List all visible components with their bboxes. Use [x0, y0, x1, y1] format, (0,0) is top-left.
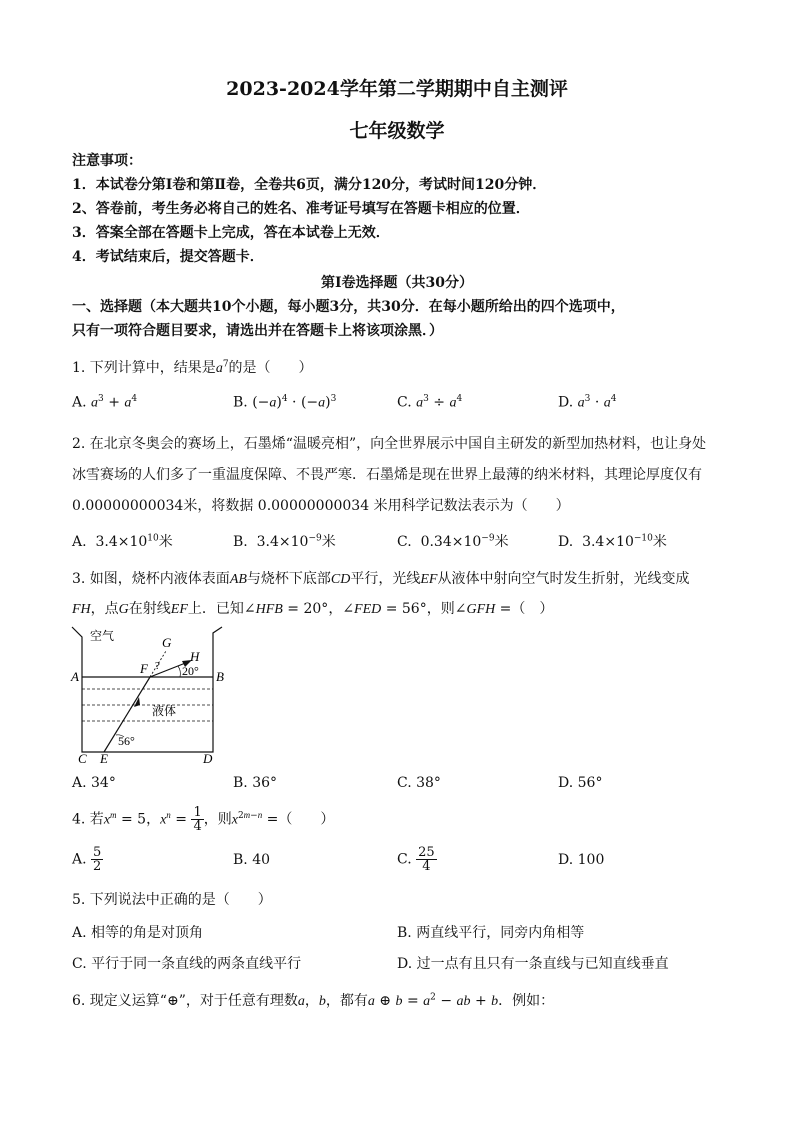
- label-angle-56: 56°: [118, 734, 135, 748]
- section-intro-line2: 只有一项符合题目要求，请选出并在答题卡上将该项涂黑．）: [72, 323, 443, 339]
- question-4-stem: 4. 若$x^m = 5$，$x^n$ = $\frac{1}{4}$ ，则$x^{2m-n}$ =（ ）: [72, 805, 335, 834]
- question-3-line1: 3. 如图，烧杯内液体表面AB与烧杯下底部CD平行，光线EF从液体中射向空气时发生折射，光线变成: [72, 571, 690, 587]
- q5-option-c: C. 平行于同一条直线的两条直线平行: [72, 956, 302, 972]
- label-b: B: [216, 669, 224, 684]
- q2-option-c: C. $0.34\times 10^{-9}$米: [397, 533, 509, 550]
- notice-heading: 注意事项：: [72, 153, 142, 169]
- notice-item: 1．本试卷分第Ⅰ卷和第Ⅱ卷，全卷共6页，满分120分，考试时间120分钟．: [72, 177, 547, 193]
- q5-option-d: D. 过一点有且只有一条直线与已知直线垂直: [397, 956, 669, 972]
- label-c: C: [78, 751, 87, 765]
- q1-option-b: B. $(-a)^4 \cdot (-a)^3$: [233, 394, 337, 411]
- q3-option-b: B. 36°: [233, 775, 278, 791]
- notice-item: 4．考试结束后，提交答题卡．: [72, 249, 264, 265]
- section-intro-line1: 一、选择题（本大题共10个小题，每小题3分，共30分．在每小题所给出的四个选项中，: [72, 299, 625, 315]
- label-e: E: [100, 751, 108, 765]
- notice-item: 2、答卷前，考生务必将自己的姓名、准考证号填写在答题卡相应的位置．: [72, 201, 530, 217]
- angle-arc: [178, 666, 180, 677]
- q3-option-c: C. 38°: [397, 775, 441, 791]
- label-a: A: [71, 669, 79, 684]
- q3-option-a: A. 34°: [72, 775, 116, 791]
- label-f: F: [140, 661, 148, 676]
- beaker-diagram: [70, 625, 230, 765]
- q4-option-a: A. $\frac{5}{2}$: [72, 845, 102, 874]
- label-question: ?: [155, 660, 160, 672]
- q1-option-a: A. $a^3 + a^4$: [72, 394, 138, 411]
- label-d: D: [203, 751, 213, 765]
- question-5-stem: 5. 下列说法中正确的是（ ）: [72, 892, 272, 908]
- beaker-outline: [72, 627, 222, 752]
- label-angle-20: 20°: [182, 664, 199, 678]
- q2-option-d: D. $3.4\times 10^{-10}$米: [558, 533, 667, 550]
- question-6-stem: 6. 现定义运算“⊕”，对于任意有理数a，b，都有a ⊕ $b = a^2$ − ab + b．例如：: [72, 992, 555, 1009]
- label-liquid: 液体: [152, 704, 177, 718]
- question-3-line2: FH，点G在射线EF上．已知∠HFB = 20°，∠FED = 56°，则∠GFH =（ ）: [72, 601, 554, 617]
- notice-item: 3．答案全部在答题卡上完成，答在本试卷上无效．: [72, 225, 390, 241]
- section-heading: 第Ⅰ卷选择题（共30分）: [320, 275, 474, 291]
- label-air: 空气: [90, 629, 115, 643]
- label-g: G: [162, 635, 172, 650]
- q2-option-b: B. $3.4\times 10^{-9}$米: [233, 533, 336, 550]
- question-2-line2: 冰雪赛场的人们多了一重温度保障、不畏严寒．石墨烯是现在世界上最薄的纳米材料，其理论厚度仅有: [72, 467, 702, 483]
- question-2-line1: 2. 在北京冬奥会的赛场上，石墨烯“温暖亮相”，向全世界展示中国自主研发的新型加热材料，也让身处: [72, 436, 707, 452]
- q4-option-d: D. 100: [558, 852, 605, 868]
- q1-option-c: C. $a^3 \div a^4$: [397, 394, 463, 411]
- exam-title: 2023-2024学年第二学期期中自主测评: [226, 78, 568, 100]
- q5-option-b: B. 两直线平行，同旁内角相等: [397, 925, 585, 941]
- label-h: H: [190, 649, 200, 664]
- q2-option-a: A. $3.4\times 10^{10}$米: [72, 533, 173, 550]
- q3-option-d: D. 56°: [558, 775, 603, 791]
- q4-option-b: B. 40: [233, 852, 271, 868]
- exam-subtitle: 七年级数学: [349, 120, 445, 142]
- question-1-stem: 1. 下列计算中，结果是$a^7$的是（ ）: [72, 359, 313, 376]
- q5-option-a: A. 相等的角是对顶角: [72, 925, 204, 941]
- q4-option-c: C. $\frac{25}{4}$: [397, 845, 435, 874]
- question-2-line3: 0.00000000034米，将数据 0.00000000034 米用科学记数法表示为（ ）: [72, 498, 570, 514]
- q1-option-d: D. $a^3 \cdot a^4$: [558, 394, 617, 411]
